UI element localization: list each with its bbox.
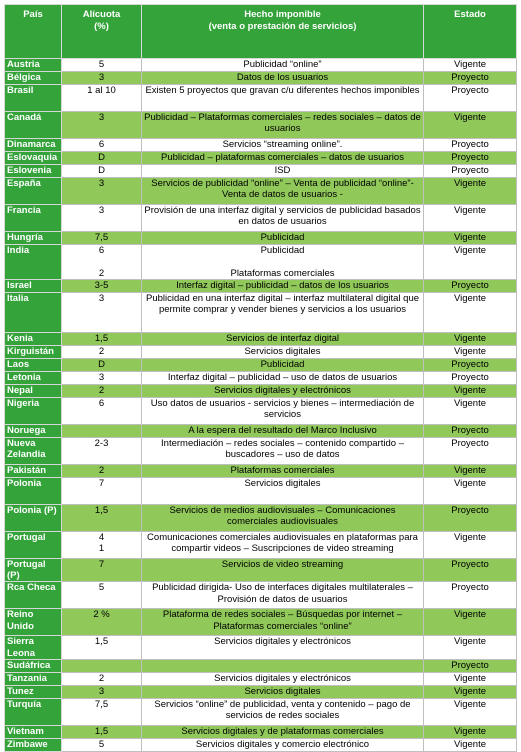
country-cell: Portugal <box>5 531 62 558</box>
rate-cell: 3 <box>62 686 142 699</box>
taxable-event-cell: Servicios digitales <box>142 345 424 358</box>
taxable-event-cell: Servicios de video streaming <box>142 558 424 582</box>
status-cell: Vigente <box>424 477 517 504</box>
country-cell: Eslovenia <box>5 165 62 178</box>
rate-cell: 5 <box>62 59 142 72</box>
taxable-event-cell: Publicidad – Plataformas comerciales – redes sociales – datos de usuarios <box>142 112 424 139</box>
table-row <box>5 660 517 673</box>
header-status: Estado <box>424 5 517 59</box>
status-cell: Vigente <box>424 739 517 752</box>
taxable-event-cell: Publicidad en una interfaz digital – interfaz multilateral digital que permite comprar y vender bienes y servicios a los usuarios <box>142 292 424 332</box>
table-row <box>5 292 517 332</box>
rate-cell: 3 <box>62 371 142 384</box>
rate-cell <box>62 424 142 437</box>
status-cell: Vigente <box>424 699 517 726</box>
taxable-event-cell: Publicidad “online” <box>142 59 424 72</box>
country-cell: Eslovaquia <box>5 152 62 165</box>
status-cell: Proyecto <box>424 558 517 582</box>
status-cell: Vigente <box>424 636 517 660</box>
taxable-event-cell: Servicios “streaming online”. <box>142 139 424 152</box>
country-cell: Canadá <box>5 112 62 139</box>
taxable-event-cell: Servicios digitales <box>142 477 424 504</box>
country-cell: Brasil <box>5 85 62 112</box>
status-cell: Vigente <box>424 112 517 139</box>
taxable-event-cell: Servicios digitales y de plataformas comerciales <box>142 726 424 739</box>
rate-cell: D <box>62 152 142 165</box>
country-cell: Kirguistán <box>5 345 62 358</box>
taxable-event-cell: Servicios de medios audiovisuales – Comunicaciones comerciales audiovisuales <box>142 504 424 531</box>
status-cell: Vigente <box>424 178 517 205</box>
country-cell: Laos <box>5 358 62 371</box>
status-cell: Vigente <box>424 464 517 477</box>
rate-cell: 7,5 <box>62 699 142 726</box>
header-row <box>5 5 517 59</box>
rate-cell: 1,5 <box>62 636 142 660</box>
header-taxable-event: Hecho imponible (venta o prestación de servicios) <box>142 5 424 59</box>
taxable-event-cell: Existen 5 proyectos que gravan c/u diferentes hechos imponibles <box>142 85 424 112</box>
taxable-event-cell: Servicios digitales y comercio electrónico <box>142 739 424 752</box>
country-cell: Francia <box>5 205 62 232</box>
table-row <box>5 739 517 752</box>
rate-cell <box>62 660 142 673</box>
status-cell: Vigente <box>424 686 517 699</box>
status-cell: Proyecto <box>424 279 517 292</box>
rate-cell: 2 <box>62 464 142 477</box>
rate-cell: 5 <box>62 739 142 752</box>
table-row <box>5 384 517 397</box>
taxable-event-cell: Publicidad dirigida- Uso de interfaces digitales multilaterales – Provisión de datos de usuarios <box>142 582 424 609</box>
rate-cell: 6 2 <box>62 245 142 280</box>
taxable-event-cell: Servicios de publicidad “online” – Venta de publicidad “online”- Venta de datos de usuarios - <box>142 178 424 205</box>
status-cell: Proyecto <box>424 72 517 85</box>
table-row <box>5 232 517 245</box>
taxable-event-cell: Servicios de interfaz digital <box>142 332 424 345</box>
status-cell: Proyecto <box>424 437 517 464</box>
rate-cell: 6 <box>62 139 142 152</box>
table-row <box>5 279 517 292</box>
taxable-event-cell: Provisión de una interfaz digital y servicios de publicidad basados en datos de usuarios <box>142 205 424 232</box>
country-cell: Nigeria <box>5 397 62 424</box>
status-cell: Vigente <box>424 397 517 424</box>
taxable-event-cell: Plataforma de redes sociales – Búsquedas por internet – Plataformas comerciales “online” <box>142 609 424 636</box>
status-cell: Proyecto <box>424 660 517 673</box>
status-cell: Vigente <box>424 726 517 739</box>
rate-cell: 2-3 <box>62 437 142 464</box>
country-cell: Israel <box>5 279 62 292</box>
table-row <box>5 673 517 686</box>
digital-tax-table <box>4 4 517 752</box>
rate-cell: 3 <box>62 205 142 232</box>
status-cell: Vigente <box>424 609 517 636</box>
country-cell: Noruega <box>5 424 62 437</box>
table-row <box>5 112 517 139</box>
table-row <box>5 477 517 504</box>
table-row <box>5 178 517 205</box>
status-cell: Proyecto <box>424 85 517 112</box>
taxable-event-cell: Publicidad <box>142 232 424 245</box>
taxable-event-cell: Comunicaciones comerciales audiovisuales en plataformas para compartir videos – Suscripciones de video streaming <box>142 531 424 558</box>
rate-cell: 7,5 <box>62 232 142 245</box>
status-cell: Vigente <box>424 245 517 280</box>
rate-cell: 5 <box>62 582 142 609</box>
table-row <box>5 245 517 280</box>
status-cell: Proyecto <box>424 152 517 165</box>
table-row <box>5 72 517 85</box>
taxable-event-cell: Plataformas comerciales <box>142 464 424 477</box>
taxable-event-cell: Servicios digitales y electrónicos <box>142 636 424 660</box>
table-row <box>5 609 517 636</box>
country-cell: Turquía <box>5 699 62 726</box>
table-row <box>5 558 517 582</box>
country-cell: Letonia <box>5 371 62 384</box>
taxable-event-cell <box>142 660 424 673</box>
taxable-event-cell: Interfaz digital – publicidad – uso de datos de usuarios <box>142 371 424 384</box>
taxable-event-cell: Intermediación – redes sociales – contenido compartido – buscadores – uso de datos <box>142 437 424 464</box>
table-row <box>5 437 517 464</box>
table-row <box>5 464 517 477</box>
country-cell: Portugal (P) <box>5 558 62 582</box>
country-cell: Nueva Zelandia <box>5 437 62 464</box>
rate-cell: 1,5 <box>62 332 142 345</box>
table-row <box>5 531 517 558</box>
status-cell: Vigente <box>424 292 517 332</box>
status-cell: Proyecto <box>424 165 517 178</box>
country-cell: Tunez <box>5 686 62 699</box>
table-row <box>5 371 517 384</box>
table-row <box>5 59 517 72</box>
status-cell: Vigente <box>424 332 517 345</box>
country-cell: Dinamarca <box>5 139 62 152</box>
status-cell: Proyecto <box>424 139 517 152</box>
rate-cell: 1 al 10 <box>62 85 142 112</box>
country-cell: Sierra Leona <box>5 636 62 660</box>
country-cell: Hungría <box>5 232 62 245</box>
status-cell: Proyecto <box>424 504 517 531</box>
taxable-event-cell: Publicidad Plataformas comerciales <box>142 245 424 280</box>
country-cell: Austria <box>5 59 62 72</box>
country-cell: Italia <box>5 292 62 332</box>
status-cell: Vigente <box>424 205 517 232</box>
rate-cell: D <box>62 358 142 371</box>
rate-cell: 7 <box>62 477 142 504</box>
rate-cell: 3 <box>62 112 142 139</box>
table-row <box>5 205 517 232</box>
taxable-event-cell: A la espera del resultado del Marco Inclusivo <box>142 424 424 437</box>
taxable-event-cell: Servicios digitales y electrónicos <box>142 673 424 686</box>
taxable-event-cell: Servicios digitales <box>142 686 424 699</box>
table-row <box>5 636 517 660</box>
status-cell: Vigente <box>424 345 517 358</box>
table-row <box>5 699 517 726</box>
taxable-event-cell: Servicios digitales y electrónicos <box>142 384 424 397</box>
table-row <box>5 358 517 371</box>
rate-cell: 2 <box>62 384 142 397</box>
country-cell: Polonia (P) <box>5 504 62 531</box>
taxable-event-cell: Interfaz digital – publicidad – datos de los usuarios <box>142 279 424 292</box>
country-cell: Polonia <box>5 477 62 504</box>
table-row <box>5 345 517 358</box>
country-cell: Pakistán <box>5 464 62 477</box>
rate-cell: 2 % <box>62 609 142 636</box>
table-row <box>5 165 517 178</box>
status-cell: Vigente <box>424 384 517 397</box>
taxable-event-cell: ISD <box>142 165 424 178</box>
table-row <box>5 424 517 437</box>
country-cell: Zimbawe <box>5 739 62 752</box>
status-cell: Proyecto <box>424 371 517 384</box>
country-cell: India <box>5 245 62 280</box>
rate-cell: 4 1 <box>62 531 142 558</box>
country-cell: Nepal <box>5 384 62 397</box>
rate-cell: 2 <box>62 673 142 686</box>
table-row <box>5 85 517 112</box>
status-cell: Proyecto <box>424 424 517 437</box>
taxable-event-cell: Servicios “online” de publicidad, venta y contenido – pago de servicios de redes sociales <box>142 699 424 726</box>
table-row <box>5 139 517 152</box>
rate-cell: D <box>62 165 142 178</box>
status-cell: Proyecto <box>424 582 517 609</box>
status-cell: Vigente <box>424 673 517 686</box>
table-row <box>5 504 517 531</box>
country-cell: Vietnam <box>5 726 62 739</box>
status-cell: Proyecto <box>424 358 517 371</box>
rate-cell: 1,5 <box>62 726 142 739</box>
status-cell: Vigente <box>424 232 517 245</box>
taxable-event-cell: Datos de los usuarios <box>142 72 424 85</box>
country-cell: Tanzania <box>5 673 62 686</box>
country-cell: Bélgica <box>5 72 62 85</box>
rate-cell: 1,5 <box>62 504 142 531</box>
country-cell: España <box>5 178 62 205</box>
status-cell: Vigente <box>424 59 517 72</box>
rate-cell: 3 <box>62 72 142 85</box>
taxable-event-cell: Uso datos de usuarios - servicios y bienes – intermediación de servicios <box>142 397 424 424</box>
table-row <box>5 332 517 345</box>
rate-cell: 7 <box>62 558 142 582</box>
rate-cell: 3-5 <box>62 279 142 292</box>
table-row <box>5 582 517 609</box>
table-row <box>5 152 517 165</box>
rate-cell: 6 <box>62 397 142 424</box>
taxable-event-cell: Publicidad <box>142 358 424 371</box>
rate-cell: 3 <box>62 178 142 205</box>
table-row <box>5 726 517 739</box>
header-rate: Alícuota (%) <box>62 5 142 59</box>
taxable-event-cell: Publicidad – plataformas comerciales – datos de usuarios <box>142 152 424 165</box>
table-row <box>5 686 517 699</box>
rate-cell: 2 <box>62 345 142 358</box>
country-cell: Rca Checa <box>5 582 62 609</box>
table-body <box>5 59 517 752</box>
header-country: País <box>5 5 62 59</box>
rate-cell: 3 <box>62 292 142 332</box>
country-cell: Kenia <box>5 332 62 345</box>
status-cell: Vigente <box>424 531 517 558</box>
table-row <box>5 397 517 424</box>
country-cell: Reino Unido <box>5 609 62 636</box>
country-cell: Sudáfrica <box>5 660 62 673</box>
